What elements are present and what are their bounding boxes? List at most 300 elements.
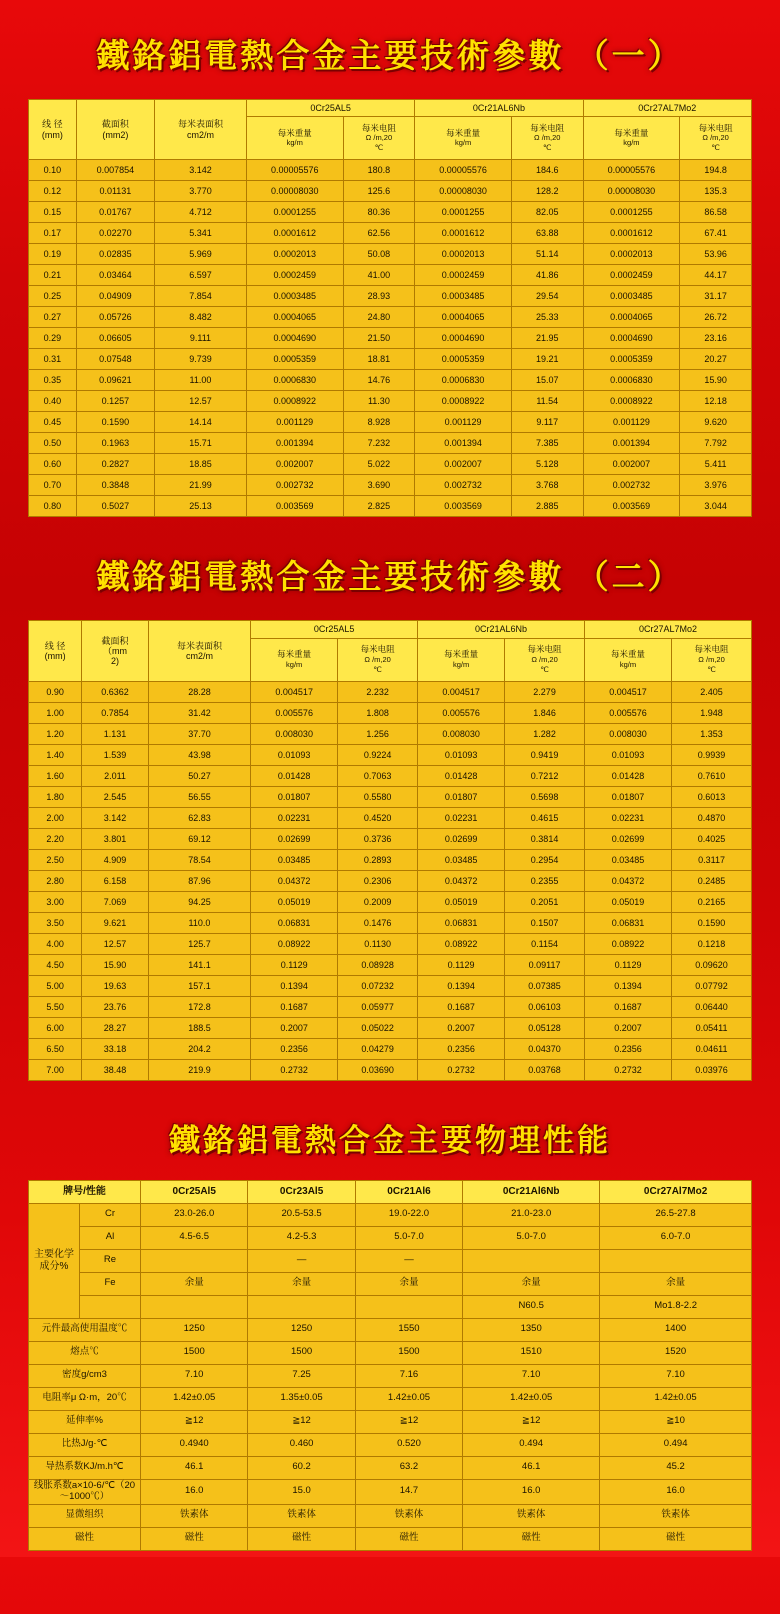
table-row xyxy=(29,1364,752,1387)
table-row xyxy=(29,1341,752,1364)
cell-value: 11.00 xyxy=(154,370,246,391)
table-parameters-2 xyxy=(28,620,752,1080)
composition-element: Cr xyxy=(80,1203,141,1226)
cell-wire-diameter: 0.90 xyxy=(29,681,82,702)
table-row xyxy=(29,1433,752,1456)
cell-value: 0.0004690 xyxy=(583,328,680,349)
cell-wire-diameter: 6.50 xyxy=(29,1038,82,1059)
cell-value: 7.792 xyxy=(680,433,752,454)
cell-value: 0.01093 xyxy=(251,744,338,765)
table-row xyxy=(29,807,752,828)
cell-value: 0.03485 xyxy=(418,849,505,870)
cell-value: 0.02699 xyxy=(418,828,505,849)
cell-value: 15.90 xyxy=(680,370,752,391)
cell-value: 0.5580 xyxy=(338,786,418,807)
cell-value: 0.0002013 xyxy=(415,244,512,265)
cell-value: 31.17 xyxy=(680,286,752,307)
cell-wire-diameter: 0.12 xyxy=(29,181,77,202)
cell-value: 4.909 xyxy=(82,849,149,870)
cell-value: 3.142 xyxy=(82,807,149,828)
cell-value: 69.12 xyxy=(148,828,250,849)
cell-value: 1.42±0.05 xyxy=(600,1387,752,1410)
cell-value: 0.03768 xyxy=(505,1059,585,1080)
cell-value: 8.482 xyxy=(154,307,246,328)
table-row xyxy=(29,912,752,933)
header-group-0: 0Cr25AL5 xyxy=(251,621,418,638)
cell-value: 25.33 xyxy=(511,307,583,328)
cell-value: 0.1507 xyxy=(505,912,585,933)
cell-value: 0.0001612 xyxy=(583,223,680,244)
cell-value: 0.0004065 xyxy=(415,307,512,328)
cell-value: ≧10 xyxy=(600,1410,752,1433)
cell-value: 0.0006830 xyxy=(415,370,512,391)
cell-value: 62.56 xyxy=(343,223,415,244)
cell-value: 0.1963 xyxy=(76,433,154,454)
cell-value: 0.1394 xyxy=(584,975,671,996)
table-row xyxy=(29,370,752,391)
cell-value: 0.0008922 xyxy=(246,391,343,412)
cell-value: 63.2 xyxy=(355,1456,462,1479)
cell-wire-diameter: 6.00 xyxy=(29,1017,82,1038)
cell-value: 21.50 xyxy=(343,328,415,349)
cell-value: 9.111 xyxy=(154,328,246,349)
cell-wire-diameter: 0.10 xyxy=(29,160,77,181)
cell-value: 0.1154 xyxy=(505,933,585,954)
cell-value: 11.30 xyxy=(343,391,415,412)
header-group-2: 0Cr27AL7Mo2 xyxy=(583,100,751,117)
table-row xyxy=(29,1249,752,1272)
cell-value: 0.06831 xyxy=(418,912,505,933)
table-row xyxy=(29,1180,752,1203)
cell-value: 0.2355 xyxy=(505,870,585,891)
cell-value: 110.0 xyxy=(148,912,250,933)
cell-wire-diameter: 0.60 xyxy=(29,454,77,475)
table-row xyxy=(29,100,752,117)
cell-value: 204.2 xyxy=(148,1038,250,1059)
cell-value: — xyxy=(355,1249,462,1272)
cell-value: 0.0005359 xyxy=(246,349,343,370)
cell-wire-diameter: 0.15 xyxy=(29,202,77,223)
cell-value: 0.0004065 xyxy=(246,307,343,328)
cell-value: 2.405 xyxy=(672,681,752,702)
cell-value: 0.1129 xyxy=(418,954,505,975)
cell-wire-diameter: 0.19 xyxy=(29,244,77,265)
cell-value: 0.05022 xyxy=(338,1017,418,1038)
cell-value: 0.03485 xyxy=(584,849,671,870)
cell-value: 20.5-53.5 xyxy=(248,1203,355,1226)
cell-value: 0.07232 xyxy=(338,975,418,996)
cell-value: 5.0-7.0 xyxy=(463,1226,600,1249)
cell-value: 180.8 xyxy=(343,160,415,181)
cell-value: 3.768 xyxy=(511,475,583,496)
cell-value: 0.0004690 xyxy=(415,328,512,349)
cell-wire-diameter: 1.80 xyxy=(29,786,82,807)
table-row xyxy=(29,1272,752,1295)
cell-wire-diameter: 1.40 xyxy=(29,744,82,765)
cell-value: 6.0-7.0 xyxy=(600,1226,752,1249)
table-row xyxy=(29,265,752,286)
cell-value: 21.99 xyxy=(154,475,246,496)
cell-value: 4.2-5.3 xyxy=(248,1226,355,1249)
cell-value: 33.18 xyxy=(82,1038,149,1059)
cell-value: 0.05726 xyxy=(76,307,154,328)
cell-value: 7.854 xyxy=(154,286,246,307)
cell-value: 7.385 xyxy=(511,433,583,454)
cell-value: 14.14 xyxy=(154,412,246,433)
cell-value: 29.54 xyxy=(511,286,583,307)
table-row xyxy=(29,1410,752,1433)
cell-value: 0.004517 xyxy=(584,681,671,702)
header-section-area: 截面积 (mm2) xyxy=(76,100,154,160)
cell-value: 14.76 xyxy=(343,370,415,391)
cell-value: 67.41 xyxy=(680,223,752,244)
cell-value: 15.0 xyxy=(248,1479,355,1504)
cell-value: 219.9 xyxy=(148,1059,250,1080)
property-label: 元件最高使用温度℃ xyxy=(29,1318,141,1341)
cell-value: 18.85 xyxy=(154,454,246,475)
cell-value: 0.0002459 xyxy=(583,265,680,286)
cell-value: 0.02699 xyxy=(251,828,338,849)
table-parameters-1 xyxy=(28,99,752,517)
cell-value: 磁性 xyxy=(141,1527,248,1550)
cell-value: 128.2 xyxy=(511,181,583,202)
cell-value: 0.001129 xyxy=(246,412,343,433)
cell-value: ≧12 xyxy=(141,1410,248,1433)
property-label: 延伸率% xyxy=(29,1410,141,1433)
cell-value: 0.3848 xyxy=(76,475,154,496)
cell-value: 0.00005576 xyxy=(583,160,680,181)
cell-value: 16.0 xyxy=(463,1479,600,1504)
cell-value: 0.9419 xyxy=(505,744,585,765)
cell-value: 15.90 xyxy=(82,954,149,975)
header-weight-2: 每米重量 kg/m xyxy=(583,117,680,160)
cell-value: 9.117 xyxy=(511,412,583,433)
cell-value: 0.1129 xyxy=(584,954,671,975)
cell-value: 0.0001612 xyxy=(415,223,512,244)
cell-value: 188.5 xyxy=(148,1017,250,1038)
cell-value: 余量 xyxy=(355,1272,462,1295)
cell-value: 7.25 xyxy=(248,1364,355,1387)
table-row xyxy=(29,1038,752,1059)
cell-value: 0.08922 xyxy=(251,933,338,954)
property-label: 导热系数KJ/m.h℃ xyxy=(29,1456,141,1479)
table-row xyxy=(29,1203,752,1226)
cell-wire-diameter: 0.40 xyxy=(29,391,77,412)
cell-value: 0.004517 xyxy=(418,681,505,702)
table-row xyxy=(29,1059,752,1080)
cell-value: 0.2009 xyxy=(338,891,418,912)
header-wire-diameter: 线 径 (mm) xyxy=(29,100,77,160)
cell-value: 1510 xyxy=(463,1341,600,1364)
cell-value: 6.597 xyxy=(154,265,246,286)
cell-wire-diameter: 1.60 xyxy=(29,765,82,786)
cell-value: 0.2007 xyxy=(584,1017,671,1038)
cell-value: 0.0005359 xyxy=(415,349,512,370)
cell-value: 0.0002013 xyxy=(246,244,343,265)
cell-value xyxy=(248,1295,355,1318)
cell-value: 0.05019 xyxy=(251,891,338,912)
cell-value: 50.27 xyxy=(148,765,250,786)
header-resistance-1: 每米电阻 Ω /m,20 ℃ xyxy=(505,638,585,681)
table-row xyxy=(29,975,752,996)
cell-value: 0.008030 xyxy=(251,723,338,744)
cell-value: 0.07548 xyxy=(76,349,154,370)
cell-value: 2.011 xyxy=(82,765,149,786)
cell-value: 0.1130 xyxy=(338,933,418,954)
table-row xyxy=(29,1295,752,1318)
cell-value: 38.48 xyxy=(82,1059,149,1080)
table-row xyxy=(29,828,752,849)
cell-value: 0.5698 xyxy=(505,786,585,807)
cell-value: 0.2356 xyxy=(418,1038,505,1059)
header-section-area: 截面积 （mm 2) xyxy=(82,621,149,681)
cell-value: 磁性 xyxy=(600,1527,752,1550)
cell-value: 9.620 xyxy=(680,412,752,433)
section-3-title: 鐵鉻鋁電熱合金主要物理性能 xyxy=(169,1122,611,1158)
cell-value: 0.3814 xyxy=(505,828,585,849)
cell-value: 0.4025 xyxy=(672,828,752,849)
cell-value: 0.0004065 xyxy=(583,307,680,328)
cell-value: 1550 xyxy=(355,1318,462,1341)
cell-value: 0.0008922 xyxy=(583,391,680,412)
cell-value: 1250 xyxy=(248,1318,355,1341)
cell-value: 3.690 xyxy=(343,475,415,496)
cell-value: 0.001394 xyxy=(246,433,343,454)
cell-value: 0.008030 xyxy=(584,723,671,744)
cell-value: 0.00005576 xyxy=(246,160,343,181)
cell-value: 0.09621 xyxy=(76,370,154,391)
cell-wire-diameter: 0.70 xyxy=(29,475,77,496)
cell-value: 21.95 xyxy=(511,328,583,349)
header-grade-2: 0Cr21Al6 xyxy=(355,1180,462,1203)
section-2-title: 鐵鉻鋁電熱合金主要技術參數 （二） xyxy=(96,560,684,597)
cell-value: 0.03485 xyxy=(251,849,338,870)
cell-value: 0.03464 xyxy=(76,265,154,286)
cell-value: 5.411 xyxy=(680,454,752,475)
cell-value: 7.16 xyxy=(355,1364,462,1387)
cell-value: 2.825 xyxy=(343,496,415,517)
cell-value: 3.044 xyxy=(680,496,752,517)
header-group-1: 0Cr21AL6Nb xyxy=(415,100,583,117)
cell-value: 4.712 xyxy=(154,202,246,223)
cell-value: 6.158 xyxy=(82,870,149,891)
cell-value: 1520 xyxy=(600,1341,752,1364)
cell-value: 0.04611 xyxy=(672,1038,752,1059)
cell-value: 0.7212 xyxy=(505,765,585,786)
table-row xyxy=(29,160,752,181)
cell-value: 0.05019 xyxy=(584,891,671,912)
composition-label: 主要化学成分% xyxy=(29,1203,80,1318)
table-row xyxy=(29,412,752,433)
cell-value: 0.02270 xyxy=(76,223,154,244)
table-row xyxy=(29,933,752,954)
cell-value: 0.08928 xyxy=(338,954,418,975)
cell-value: 0.9939 xyxy=(672,744,752,765)
cell-value: 125.7 xyxy=(148,933,250,954)
cell-value: 0.007854 xyxy=(76,160,154,181)
header-surface-area: 每米表面积 cm2/m xyxy=(154,100,246,160)
cell-value: 铁素体 xyxy=(141,1504,248,1527)
table-row xyxy=(29,307,752,328)
cell-value: 0.01428 xyxy=(584,765,671,786)
cell-wire-diameter: 0.31 xyxy=(29,349,77,370)
table-row xyxy=(29,702,752,723)
cell-value: 余量 xyxy=(600,1272,752,1295)
cell-value xyxy=(600,1249,752,1272)
table-row xyxy=(29,1456,752,1479)
cell-value: 82.05 xyxy=(511,202,583,223)
cell-value: 0.08922 xyxy=(584,933,671,954)
table-row xyxy=(29,681,752,702)
header-group-0: 0Cr25AL5 xyxy=(246,100,414,117)
property-label: 显微组织 xyxy=(29,1504,141,1527)
header-grade-0: 0Cr25Al5 xyxy=(141,1180,248,1203)
cell-value: 46.1 xyxy=(463,1456,600,1479)
cell-value: 0.06831 xyxy=(251,912,338,933)
cell-value: 25.13 xyxy=(154,496,246,517)
cell-value: 0.494 xyxy=(463,1433,600,1456)
cell-value: 0.005576 xyxy=(251,702,338,723)
cell-value: 0.03976 xyxy=(672,1059,752,1080)
header-resistance-2: 每米电阻 Ω /m,20 ℃ xyxy=(680,117,752,160)
cell-value: 0.06605 xyxy=(76,328,154,349)
header-grade-property: 牌号/性能 xyxy=(29,1180,141,1203)
cell-value: 0.7610 xyxy=(672,765,752,786)
cell-value: 0.002732 xyxy=(583,475,680,496)
cell-value: 0.005576 xyxy=(584,702,671,723)
cell-value: 0.05128 xyxy=(505,1017,585,1038)
property-label: 线胀系数a×10-6/℃（20～1000℃） xyxy=(29,1479,141,1504)
cell-value: 铁素体 xyxy=(248,1504,355,1527)
cell-value: Mo1.8-2.2 xyxy=(600,1295,752,1318)
table-row xyxy=(29,223,752,244)
cell-value: 0.0004690 xyxy=(246,328,343,349)
header-resistance-1: 每米电阻 Ω /m,20 ℃ xyxy=(511,117,583,160)
cell-wire-diameter: 0.21 xyxy=(29,265,77,286)
cell-value: 0.04279 xyxy=(338,1038,418,1059)
cell-value: 1500 xyxy=(355,1341,462,1364)
cell-value xyxy=(463,1249,600,1272)
cell-value: 0.04372 xyxy=(251,870,338,891)
cell-value: 0.1590 xyxy=(672,912,752,933)
table-row xyxy=(29,496,752,517)
table-row xyxy=(29,723,752,744)
cell-value: 0.06831 xyxy=(584,912,671,933)
cell-value: 0.06103 xyxy=(505,996,585,1017)
cell-value: 2.885 xyxy=(511,496,583,517)
cell-value: 9.621 xyxy=(82,912,149,933)
cell-value: 余量 xyxy=(248,1272,355,1295)
cell-value: 3.976 xyxy=(680,475,752,496)
cell-value: 0.01807 xyxy=(418,786,505,807)
cell-value: 0.7063 xyxy=(338,765,418,786)
cell-value: 5.128 xyxy=(511,454,583,475)
cell-value: 0.008030 xyxy=(418,723,505,744)
cell-value: 7.232 xyxy=(343,433,415,454)
header-grade-1: 0Cr23Al5 xyxy=(248,1180,355,1203)
cell-value: 0.520 xyxy=(355,1433,462,1456)
property-label: 比热J/g·℃ xyxy=(29,1433,141,1456)
table-row xyxy=(29,1504,752,1527)
cell-value: 0.0002459 xyxy=(415,265,512,286)
cell-value: 0.01807 xyxy=(584,786,671,807)
cell-value: 1.846 xyxy=(505,702,585,723)
cell-wire-diameter: 7.00 xyxy=(29,1059,82,1080)
cell-wire-diameter: 3.00 xyxy=(29,891,82,912)
cell-value: 0.0008922 xyxy=(415,391,512,412)
cell-value: 2.279 xyxy=(505,681,585,702)
cell-value: 21.0-23.0 xyxy=(463,1203,600,1226)
cell-value: 0.00008030 xyxy=(415,181,512,202)
cell-value: 0.002007 xyxy=(246,454,343,475)
cell-value: 0.1394 xyxy=(418,975,505,996)
cell-value: 0.07792 xyxy=(672,975,752,996)
cell-value: 0.1129 xyxy=(251,954,338,975)
table-row xyxy=(29,391,752,412)
cell-value: 135.3 xyxy=(680,181,752,202)
cell-value: 0.03690 xyxy=(338,1059,418,1080)
cell-wire-diameter: 2.00 xyxy=(29,807,82,828)
cell-value: 50.08 xyxy=(343,244,415,265)
cell-value: 0.01093 xyxy=(418,744,505,765)
cell-value: 0.1394 xyxy=(251,975,338,996)
cell-value: 0.1590 xyxy=(76,412,154,433)
cell-value: 7.10 xyxy=(463,1364,600,1387)
cell-value: 0.0003485 xyxy=(583,286,680,307)
cell-value: 63.88 xyxy=(511,223,583,244)
header-resistance-2: 每米电阻 Ω /m,20 ℃ xyxy=(672,638,752,681)
table-row xyxy=(29,286,752,307)
cell-value: 0.01428 xyxy=(251,765,338,786)
cell-wire-diameter: 4.50 xyxy=(29,954,82,975)
table-row xyxy=(29,1017,752,1038)
cell-value: 0.2051 xyxy=(505,891,585,912)
table-row xyxy=(29,1387,752,1410)
cell-value: 0.09117 xyxy=(505,954,585,975)
cell-value: 0.460 xyxy=(248,1433,355,1456)
table-row xyxy=(29,954,752,975)
cell-value: 0.2954 xyxy=(505,849,585,870)
cell-value: 23.76 xyxy=(82,996,149,1017)
composition-element: Al xyxy=(80,1226,141,1249)
cell-value: 0.003569 xyxy=(415,496,512,517)
cell-wire-diameter: 0.25 xyxy=(29,286,77,307)
cell-wire-diameter: 1.00 xyxy=(29,702,82,723)
cell-value: 94.25 xyxy=(148,891,250,912)
cell-value: 0.07385 xyxy=(505,975,585,996)
cell-value: 0.1218 xyxy=(672,933,752,954)
cell-value: 0.005576 xyxy=(418,702,505,723)
cell-wire-diameter: 0.80 xyxy=(29,496,77,517)
cell-value: 磁性 xyxy=(248,1527,355,1550)
cell-value: 15.71 xyxy=(154,433,246,454)
table-row xyxy=(29,433,752,454)
cell-value: 磁性 xyxy=(355,1527,462,1550)
cell-value: 23.16 xyxy=(680,328,752,349)
cell-wire-diameter: 0.27 xyxy=(29,307,77,328)
header-wire-diameter: 线 径 (mm) xyxy=(29,621,82,681)
cell-value: 0.02699 xyxy=(584,828,671,849)
composition-element: Fe xyxy=(80,1272,141,1295)
cell-value: 0.1257 xyxy=(76,391,154,412)
cell-value xyxy=(141,1295,248,1318)
cell-value: 0.2732 xyxy=(418,1059,505,1080)
cell-value: 0.05019 xyxy=(418,891,505,912)
cell-value: 0.05977 xyxy=(338,996,418,1017)
cell-value: 18.81 xyxy=(343,349,415,370)
header-surface-area: 每米表面积 cm2/m xyxy=(148,621,250,681)
cell-value: 0.02231 xyxy=(418,807,505,828)
